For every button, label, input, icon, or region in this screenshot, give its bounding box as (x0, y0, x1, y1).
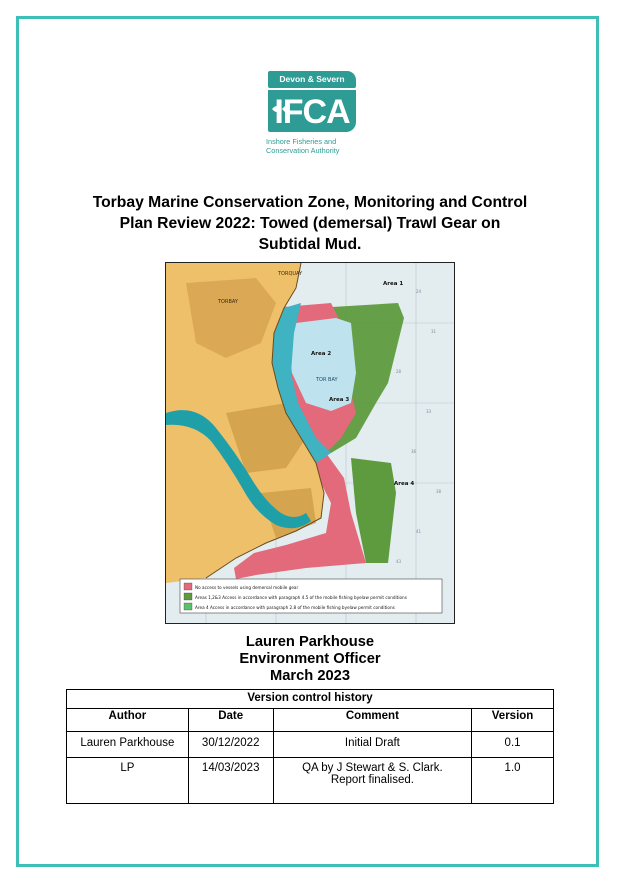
version-control-table (66, 689, 554, 804)
cell-comment-line-2: Report finalised. (330, 774, 414, 786)
logo-tagline (266, 137, 358, 155)
map-area-label-4: Area 4 (394, 481, 415, 487)
svg-text:31: 31 (431, 329, 437, 334)
legend-swatch-light-green (184, 603, 192, 610)
map-area-label-1: Area 1 (383, 281, 404, 287)
table-row (67, 732, 554, 758)
logo-acronym-block (268, 90, 356, 132)
cell-date: 14/03/2023 (188, 758, 273, 804)
legend-text-2: Areas 1,2&3 Access in accordance with paragraph 4.5 of the mobile fishing byelaw permit conditions (195, 595, 407, 600)
svg-text:24: 24 (416, 289, 422, 294)
header-comment: Comment (273, 709, 471, 732)
title-line-2: Plan Review 2022: Towed (demersal) Trawl Gear on (119, 215, 501, 232)
map-legend-item-3 (184, 603, 395, 610)
cell-comment (273, 758, 471, 804)
cell-version: 1.0 (472, 758, 554, 804)
map-bay-label: TOR BAY (316, 377, 338, 383)
logo-tagline-line-2: Conservation Authority (266, 146, 340, 155)
map-area-label-3: Area 3 (329, 397, 350, 403)
table-row (67, 758, 554, 804)
author-date: March 2023 (269, 668, 350, 684)
version-table-header-row (67, 709, 554, 732)
author-block (110, 634, 510, 685)
cell-comment (273, 732, 471, 758)
title-line-1: Torbay Marine Conservation Zone, Monitoring and Control (92, 194, 528, 211)
legend-text-3: Area 4 Access in accordance with paragraph 2.8 of the mobile fishing byelaw permit conditions (195, 605, 395, 610)
document-title (40, 192, 580, 255)
cell-author: LP (67, 758, 189, 804)
title-line-3: Subtidal Mud. (258, 236, 362, 253)
legend-swatch-red (184, 583, 192, 590)
map-graphic (166, 263, 454, 623)
svg-text:43: 43 (396, 559, 402, 564)
cell-comment-line-1: Initial Draft (344, 737, 400, 749)
author-role: Environment Officer (239, 651, 381, 667)
svg-text:41: 41 (416, 529, 422, 534)
legend-text-1: No access to vessels using demersal mobile gear (195, 585, 299, 590)
logo-acronym: IFCA (274, 93, 350, 131)
cell-version: 0.1 (472, 732, 554, 758)
version-table-caption: Version control history (67, 690, 554, 709)
svg-text:28: 28 (396, 369, 402, 374)
map-legend-item-1 (184, 583, 299, 590)
cell-date: 30/12/2022 (188, 732, 273, 758)
logo-tagline-line-1: Inshore Fisheries and (266, 137, 337, 146)
torbay-zone-map (165, 262, 455, 624)
ifca-logo (265, 68, 357, 168)
svg-text:33: 33 (426, 409, 432, 414)
logo-org-name: Devon & Severn (268, 71, 356, 88)
header-version: Version (472, 709, 554, 732)
map-legend-item-2 (184, 593, 407, 600)
svg-text:38: 38 (436, 489, 442, 494)
map-place-label-torquay: TORQUAY (278, 271, 303, 277)
cell-author: Lauren Parkhouse (67, 732, 189, 758)
legend-swatch-dark-green (184, 593, 192, 600)
cell-comment-line-1: QA by J Stewart & S. Clark. (302, 762, 443, 774)
map-area-label-2: Area 2 (311, 351, 332, 357)
author-name: Lauren Parkhouse (245, 634, 375, 650)
svg-text:36: 36 (411, 449, 417, 454)
header-author: Author (67, 709, 189, 732)
header-date: Date (188, 709, 273, 732)
map-place-label-torbay: TORBAY (218, 299, 238, 305)
